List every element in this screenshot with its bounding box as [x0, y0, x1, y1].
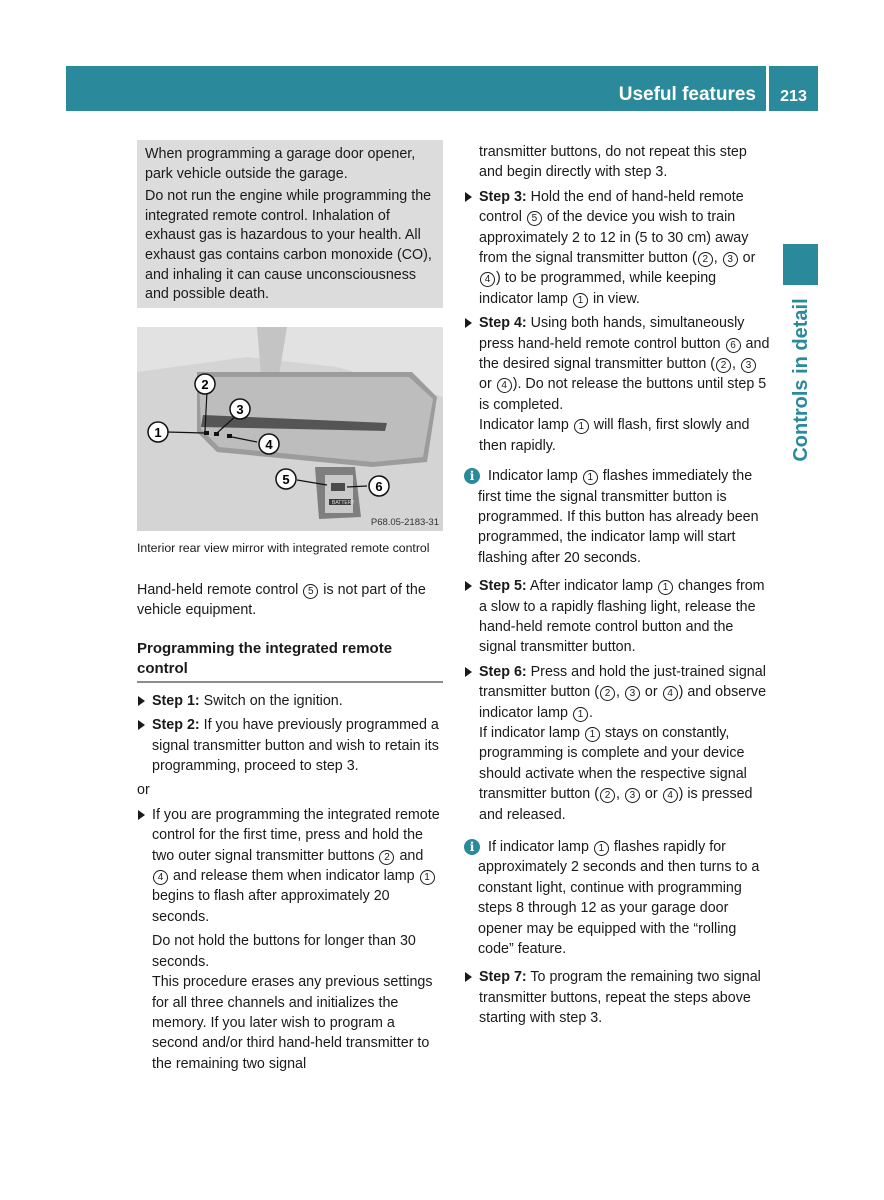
- note-text: This procedure erases any previous settings for all three channels and initializes the memory. If you later wish to program a second and/or third hand-held transmitter to the remaining two signal: [152, 974, 433, 1072]
- figure-ref-code: P68.05-2183-31: [370, 517, 439, 528]
- step-2: Step 2: If you have previously programmed a signal transmitter button and wish to retain its programming, proceed to step 3.: [137, 715, 443, 776]
- warning-text: When programming a garage door opener, park vehicle outside the garage.: [145, 146, 416, 182]
- callout-ref: 5: [303, 584, 318, 599]
- section-heading: Programming the integrated remote control: [137, 639, 443, 683]
- step-5: Step 5: After indicator lamp 1 changes from a slow to a rapidly flashing light, release the hand-held remote control button and the signal transmitter button.: [464, 576, 770, 658]
- callout-1: [148, 422, 168, 442]
- callout-6: [369, 476, 389, 496]
- step-1: Step 1: Switch on the ignition.: [137, 691, 443, 711]
- bullet-arrow-icon: [465, 192, 472, 202]
- info-note-2: i If indicator lamp 1 flashes rapidly for approximately 2 seconds and then turns to a constant light, continue with programming steps 8 through 12 as your garage door opener may be equipped with the “rolling code” feature.: [464, 837, 770, 959]
- mirror-drawing: [137, 327, 443, 531]
- step-6: Step 6: Press and hold the just-trained signal transmitter button ( 2 , 3 or 4 ) and observe indicator lamp 1 .: [464, 662, 770, 723]
- svg-text:5: 5: [282, 472, 290, 487]
- warning-box: [137, 140, 443, 308]
- page-number: 213: [780, 88, 807, 105]
- bullet-arrow-icon: [465, 667, 472, 677]
- svg-text:4: 4: [265, 437, 273, 452]
- svg-text:2: 2: [201, 377, 209, 392]
- svg-text:3: 3: [236, 402, 244, 417]
- section-title: Useful features: [618, 84, 756, 105]
- left-column: [137, 580, 443, 1074]
- step-4: Step 4: Using both hands, simultaneously press hand-held remote control button 6 and the desired signal transmitter button ( 2 , 3 or 4 ). Do not release the buttons until step 5 is completed.: [464, 313, 770, 415]
- header-bar: [66, 66, 766, 111]
- chapter-tab-label: Controls in detail: [790, 298, 812, 462]
- callout-3: [230, 399, 250, 419]
- bullet-arrow-icon: [138, 810, 145, 820]
- page-number-box: [769, 66, 818, 111]
- svg-text:1: 1: [154, 425, 162, 440]
- alternative-step: If you are programming the integrated remote control for the first time, press and hold the two outer signal transmitter buttons 2 and 4 and release them when indicator lamp 1 begins to flash after approximately 20 seconds.: [137, 805, 443, 927]
- callout-2: [195, 374, 215, 394]
- chapter-tab-marker: [783, 244, 818, 285]
- continued-text: transmitter buttons, do not repeat this step and begin directly with step 3.: [479, 144, 747, 181]
- info-note-1: i Indicator lamp 1 flashes immediately the first time the signal transmitter button is programmed. If this button has already been programmed, the indicator lamp will start flashing after 20 seconds.: [464, 466, 770, 568]
- bullet-arrow-icon: [138, 720, 145, 730]
- callout-4: [259, 434, 279, 454]
- device-label: BATTERY: [332, 500, 355, 506]
- svg-text:6: 6: [375, 479, 383, 494]
- warning-text: Do not run the engine while programming the integrated remote control. Inhalation of exhaust gas is hazardous to your health. All exhaust gas contains carbon monoxide (CO), and inhaling it can cause unconsciousness and possible death.: [145, 188, 432, 303]
- intro-paragraph: Hand-held remote control 5 is not part of the vehicle equipment.: [137, 582, 426, 619]
- step-7: Step 7: To program the remaining two signal transmitter buttons, repeat the steps above starting with step 3.: [464, 967, 770, 1028]
- callout-5: [276, 469, 296, 489]
- bullet-arrow-icon: [138, 696, 145, 706]
- step-3: Step 3: Hold the end of hand-held remote control 5 of the device you wish to train approximately 2 to 12 in (5 to 30 cm) away from the signal transmitter button ( 2 , 3 or 4 ) to be programmed, while keeping indicator lamp 1 in view.: [464, 187, 770, 309]
- bullet-arrow-icon: [465, 972, 472, 982]
- info-icon: i: [464, 839, 480, 855]
- bullet-arrow-icon: [465, 581, 472, 591]
- figure-caption: Interior rear view mirror with integrated remote control: [137, 541, 430, 555]
- mirror-illustration: [137, 327, 443, 531]
- or-text: or: [137, 782, 150, 799]
- step-6-note: If indicator lamp 1 stays on constantly, programming is complete and your device should activate when the respective signal transmitter button ( 2 , 3 or 4 ) is pressed and released.: [479, 724, 753, 823]
- note-text: Do not hold the buttons for longer than 30 seconds.: [152, 933, 416, 970]
- right-column: [464, 142, 770, 1033]
- info-icon: i: [464, 468, 480, 484]
- bullet-arrow-icon: [465, 318, 472, 328]
- step-4-note: Indicator lamp 1 will flash, first slowly and then rapidly.: [479, 417, 750, 454]
